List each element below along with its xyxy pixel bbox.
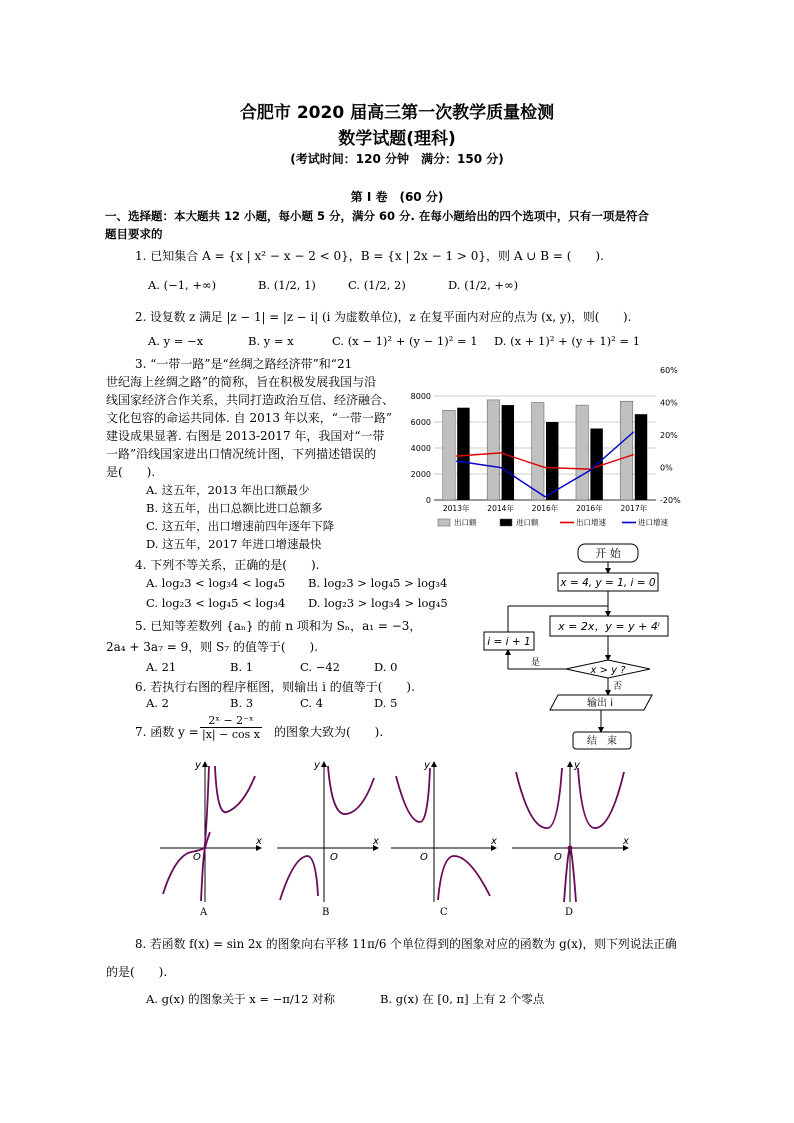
trade-chart: [398, 362, 688, 534]
q3-line-3: 线国家经济合作关系，共同打造政治互信、经济融合、: [106, 393, 395, 407]
q4-option-c: C. log₂3 < log₄5 < log₃4: [146, 596, 286, 610]
legend-label: 进口增速: [638, 518, 668, 527]
q6-option-d: D. 5: [374, 696, 398, 710]
q4-option-a: A. log₂3 < log₃4 < log₄5: [146, 576, 286, 590]
legend-label: 出口额: [454, 518, 477, 527]
q7-denominator: |x| − cos x: [202, 728, 260, 741]
q3-line-2: 世纪海上丝绸之路”的简称，旨在积极发展我国与沿: [106, 375, 377, 389]
q5-stem-2: 2a₄ + 3a₇ = 9，则 S₇ 的值等于( ).: [106, 640, 319, 654]
q1-option-c: C. (1/2, 2): [348, 278, 406, 292]
q7-fraction: [200, 714, 262, 741]
axis-y: y: [424, 760, 430, 771]
category-label: 2017年: [620, 504, 648, 513]
flow-update-label: x = 2x，y = y + 4ⁱ: [558, 620, 660, 633]
export-bar: [532, 403, 544, 501]
axis-x: x: [373, 836, 379, 847]
origin: O: [554, 852, 562, 863]
q3-line-6: 一路”沿线国家进出口情况统计图，下列描述错误的: [106, 447, 377, 461]
axis-x: x: [256, 836, 262, 847]
q7-graph-d: [508, 756, 633, 906]
q3-line-7: 是( ).: [106, 465, 156, 479]
category-label: 2014年: [487, 504, 514, 513]
flow-start-label: 开 始: [595, 547, 621, 560]
export-bar: [443, 410, 455, 500]
q2-option-a: A. y = −x: [148, 334, 204, 348]
q7-stem-pre: 7. 函数 y =: [135, 725, 199, 739]
export-bar: [620, 401, 632, 500]
instructions-line-1: 一、选择题：本大题共 12 小题，每小题 5 分，满分 60 分. 在每小题给出的四个选项中，只有一项是符合: [105, 209, 649, 223]
q5-option-a: A. 21: [146, 660, 177, 674]
q6-stem: 6. 若执行右图的程序框图，则输出 i 的值等于( ).: [135, 680, 415, 694]
right-tick-label: 0%: [660, 463, 673, 473]
q8-stem-1: 8. 若函数 f(x) = sin 2x 的图象向右平移 11π/6 个单位得到的图象对应的函数为 g(x)，则下列说法正确: [135, 937, 677, 951]
q3-option-a: A. 这五年，2013 年出口额最少: [146, 483, 310, 497]
import-bar: [457, 408, 469, 500]
q7-numerator: 2ˣ − 2⁻ˣ: [200, 714, 262, 728]
legend-swatch: [438, 519, 450, 526]
q3-option-b: B. 这五年，出口总额比进口总额多: [146, 501, 323, 515]
category-label: 2013年: [442, 504, 470, 513]
page-subtitle: 数学试题(理科): [338, 129, 456, 149]
flow-output-label: 输出 i: [587, 698, 613, 709]
page-title: 合肥市 2020 届高三第一次教学质量检测: [239, 103, 555, 123]
flow-init-label: x = 4, y = 1, i = 0: [560, 577, 656, 589]
q3-line-1: 3. “一带一路”是“丝绸之路经济带”和“21: [135, 357, 353, 371]
q3-line-4: 文化包容的命运共同体. 自 2013 年以来，“一带一路”: [106, 411, 393, 425]
import-bar: [635, 414, 647, 500]
q3-line-5: 建设成果显著. 右图是 2013-2017 年，我国对“一带: [106, 429, 385, 443]
q6-option-b: B. 3: [230, 696, 254, 710]
chart-legend: [438, 517, 668, 527]
q7-graph-a: [155, 756, 265, 906]
category-label: 2016年: [576, 504, 603, 513]
flow-increment-label: i = i + 1: [487, 636, 531, 648]
left-tick-label: 4000: [410, 444, 431, 453]
q1-stem: 1. 已知集合 A = {x | x² − x − 2 < 0}，B = {x | 2x − 1 > 0}，则 A ∪ B = ( ).: [135, 249, 604, 263]
right-tick-label: 60%: [660, 366, 678, 375]
right-tick-label: -20%: [660, 496, 681, 505]
import-bar: [546, 422, 558, 500]
q2-stem: 2. 设复数 z 满足 |z − 1| = |z − i| (i 为虚数单位)，z 在复平面内对应的点为 (x, y)，则( ).: [135, 310, 632, 324]
axis-y: y: [574, 760, 580, 771]
chart-lines: [456, 432, 634, 497]
q4-option-b: B. log₂3 > log₄5 > log₃4: [308, 576, 448, 590]
q6-option-c: C. 4: [300, 696, 324, 710]
left-tick-label: 8000: [410, 392, 431, 401]
q1-option-a: A. (−1, +∞): [148, 278, 217, 292]
flow-no-label: 否: [613, 682, 623, 692]
origin: O: [420, 852, 428, 863]
q7-stem-post: 的图象大致为( ).: [274, 725, 384, 739]
import-bar: [502, 405, 514, 500]
q1-option-d: D. (1/2, +∞): [448, 278, 519, 292]
category-label: 2016年: [531, 504, 559, 513]
q7-graph-b: [272, 756, 382, 906]
q7-graph-c: [386, 756, 501, 906]
import-growth-line: [456, 432, 634, 497]
q8-stem-2: 的是( ).: [106, 965, 168, 979]
axis-x: x: [623, 836, 629, 847]
flow-yes-label: 是: [531, 658, 541, 668]
axis-x: x: [491, 836, 497, 847]
q6-option-a: A. 2: [146, 696, 169, 710]
flowchart: [478, 538, 678, 756]
axis-y: y: [195, 760, 201, 771]
q5-option-c: C. −42: [300, 660, 340, 674]
flow-condition-label: x > y ?: [590, 665, 626, 676]
right-tick-label: 20%: [660, 431, 678, 440]
q7-label-c: C: [440, 907, 448, 918]
legend-swatch: [500, 519, 512, 526]
q2-option-c: C. (x − 1)² + (y − 1)² = 1: [332, 334, 478, 348]
q3-option-d: D. 这五年，2017 年进口增速最快: [146, 537, 322, 551]
origin: O: [193, 852, 201, 863]
flow-end-label: 结 束: [587, 736, 617, 747]
q5-option-d: D. 0: [374, 660, 398, 674]
right-tick-label: 40%: [660, 398, 678, 408]
q7-label-d: D: [565, 907, 574, 918]
q3-option-c: C. 这五年，出口增速前四年逐年下降: [146, 519, 335, 533]
q7-label-b: B: [322, 907, 330, 918]
q5-option-b: B. 1: [230, 660, 254, 674]
q1-option-b: B. (1/2, 1): [258, 278, 316, 292]
q2-option-b: B. y = x: [248, 334, 294, 348]
export-bar: [487, 400, 499, 500]
origin: O: [330, 852, 338, 863]
q5-stem-1: 5. 已知等差数列 {aₙ} 的前 n 项和为 Sₙ，a₁ = −3，: [135, 619, 422, 633]
q7-label-a: A: [200, 907, 208, 918]
instructions-line-2: 题目要求的: [105, 227, 163, 241]
q4-stem: 4. 下列不等关系，正确的是( ).: [135, 558, 320, 572]
legend-label: 出口增速: [576, 518, 606, 527]
exam-info: (考试时间：120 分钟 满分：150 分): [290, 152, 504, 166]
chart-bars: [443, 400, 647, 500]
left-tick-label: 2000: [410, 470, 431, 479]
axis-y: y: [314, 760, 320, 771]
q2-option-d: D. (x + 1)² + (y + 1)² = 1: [494, 334, 641, 348]
q8-option-b: B. g(x) 在 [0, π] 上有 2 个零点: [380, 992, 545, 1006]
section-heading: 第 Ⅰ 卷 (60 分): [350, 190, 444, 204]
left-tick-label: 6000: [410, 418, 431, 427]
export-bar: [576, 405, 588, 500]
q8-option-a: A. g(x) 的图象关于 x = −π/12 对称: [146, 992, 336, 1006]
legend-label: 进口额: [516, 518, 539, 527]
q4-option-d: D. log₂3 > log₃4 > log₄5: [308, 596, 448, 610]
left-tick-label: 0: [425, 496, 431, 505]
